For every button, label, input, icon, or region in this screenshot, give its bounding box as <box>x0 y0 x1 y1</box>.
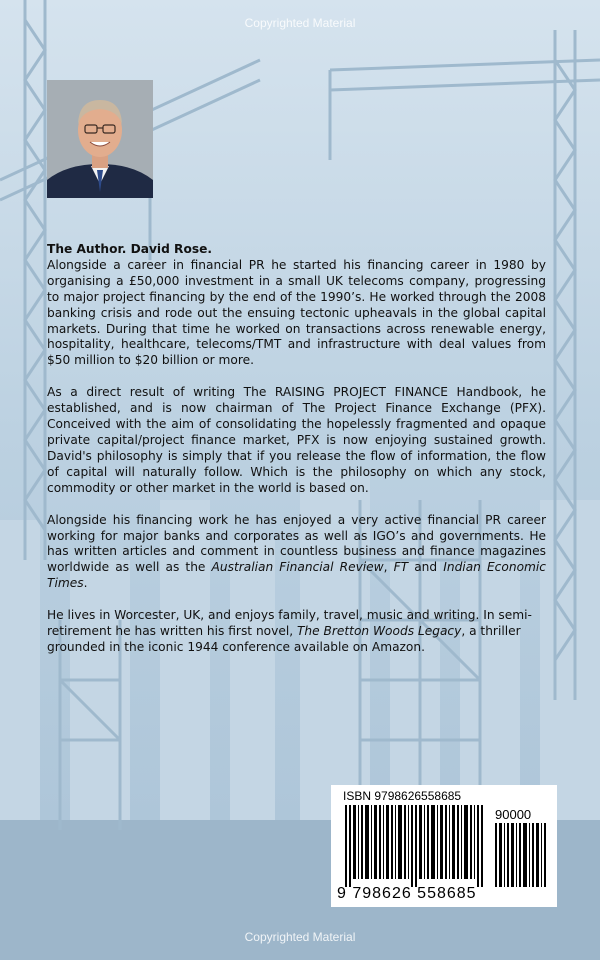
bio-paragraph-4-end: , a thriller grounded in the iconic 1944 conference available on Amazon. <box>47 624 521 654</box>
publication-iet: Indian Economic Times <box>47 560 546 591</box>
author-biography <box>47 242 546 672</box>
copyright-watermark-top: Copyrighted Material <box>244 16 356 30</box>
bio-paragraph-1-text: Alongside a career in financial PR he started his financing career in 1980 by organising a £50,000 investment in a small UK telecoms company, progressing to major project financing by the end of the 1990’s. He worked through the 2008 banking crisis and rode out the ensuing tectonic upheavals in the global capital markets. During that time he worked on transactions across renewable energy, hospitality, healthcare, telecoms/TMT and infrastructure with deal values from $50 million to $20 billion or more. <box>47 257 546 368</box>
bio-paragraph-4-start: He lives in Worcester, UK, and enjoys family, travel, music and writing. In semi-retirement he has written his first novel, <box>47 608 532 639</box>
bio-sep-1: , <box>383 560 394 575</box>
bio-paragraph-2: As a direct result of writing The RAISING PROJECT FINANCE Handbook, he established, and is now chairman of The Project Finance Exchange (PFX). Conceived with the aim of consolidating the hopelessly fragmented and opaque private capital/project finance market, PFX is now enjoying sustained growth. David's philosophy is simply that if you release the flow of information, the flow of capital will naturally follow. Which is the philosophy on which any stock, commodity or other market in the world is based on. <box>47 385 546 495</box>
barcode-addon-label: 90000 <box>495 807 532 822</box>
isbn-barcode <box>331 785 557 907</box>
author-photo <box>47 80 153 198</box>
bio-paragraph-3 <box>47 513 546 593</box>
bio-paragraph-3-start: Alongside his financing work he has enjoyed a very active financial PR career working for major banks and corporates as well as IGO’s and governments. He has written articles and comment in countless business and finance magazines worldwide as well as the <box>47 512 546 575</box>
barcode-digits: 9 798626 558685 <box>337 885 477 902</box>
author-heading: The Author. David Rose. <box>47 242 212 256</box>
bio-paragraph-3-end: . <box>83 576 88 591</box>
publication-ft: FT <box>393 560 409 575</box>
barcode-main-bars <box>345 805 485 887</box>
novel-title: The Bretton Woods Legacy <box>296 624 462 639</box>
publication-afr: Australian Financial Review <box>211 560 384 575</box>
copyright-watermark-bottom: Copyrighted Material <box>244 930 356 944</box>
bio-sep-2: and <box>408 560 444 575</box>
bio-paragraph-4 <box>47 608 546 656</box>
isbn-label: ISBN 9798626558685 <box>343 789 462 803</box>
barcode-addon-bars <box>495 823 547 887</box>
bio-paragraph-1 <box>47 242 546 369</box>
